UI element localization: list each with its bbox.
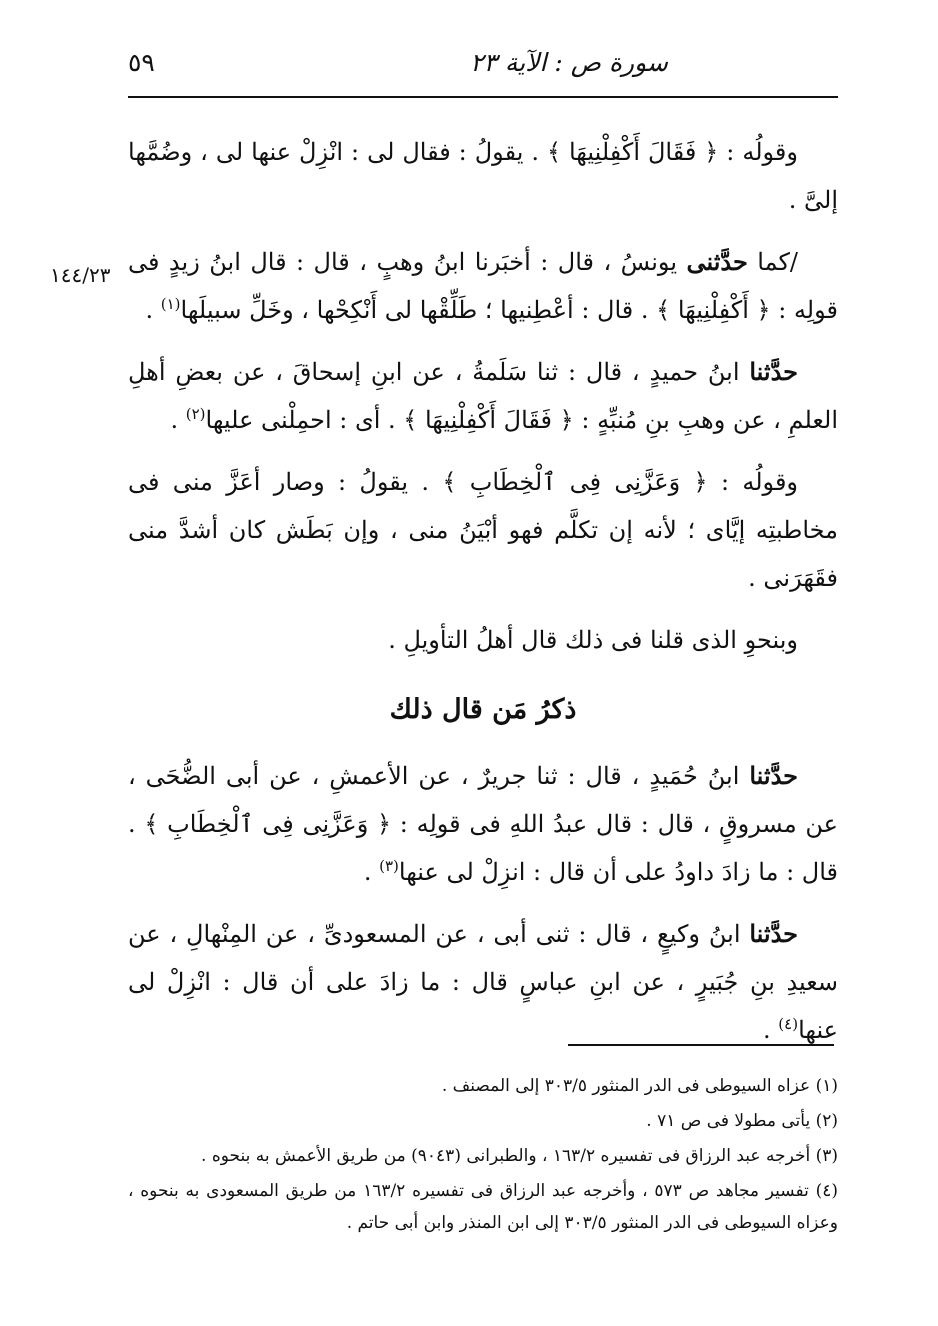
text-segment: وبنحوِ الذى قلنا فى ذلك قال أهلُ التأويلِ . bbox=[388, 626, 798, 654]
footnote-ref[interactable]: (٤) bbox=[778, 1015, 799, 1033]
footnotes bbox=[128, 1070, 838, 1242]
quran-verse: ﴿ وَعَزَّنِى فِى ٱلْخِطَابِ ﴾ bbox=[144, 810, 392, 838]
footnote-4: (٤) تفسير مجاهد ص ٥٧٣ ، وأخرجه عبد الرزاق فى تفسيره ١٦٣/٢ من طريق المسعودى به بنحوه ، وعزاه السيوطى فى الدر المنثور ٣٠٣/٥ إلى ابن المنذر وابن أبى حاتم . bbox=[128, 1181, 838, 1233]
footnote-ref[interactable]: (٢) bbox=[185, 405, 206, 423]
page-number: ٥٩ bbox=[128, 48, 155, 77]
footnote-ref[interactable]: (٣) bbox=[379, 857, 399, 875]
text-segment: . bbox=[170, 406, 186, 434]
narration-keyword: حدَّثنا bbox=[749, 357, 798, 386]
paragraph-5 bbox=[128, 616, 838, 664]
text-segment: . يقولُ : وصار أعَزَّ منى فى مخاطبتِه إيَّاى ؛ لأنه إن تكلَّم فهو أبْيَنُ منى ، وإن بَطَش كان أشدَّ منى فقَهَرَنى . bbox=[128, 468, 838, 592]
text-segment: . bbox=[363, 858, 380, 886]
text-segment: ابنُ حُمَيدٍ ، قال : ثنا جريرٌ ، عن الأعمشِ ، عن أبى الضُّحَى ، عن مسروقٍ ، قال : قال عبدُ اللهِ فى قولِه : bbox=[128, 762, 838, 838]
main-text bbox=[128, 128, 838, 1068]
text-segment: يونسُ ، قال : أخبَرنا ابنُ وهبٍ ، قال : قال ابنُ زيدٍ فى قولِه : bbox=[128, 248, 838, 324]
text-segment: . bbox=[763, 1016, 779, 1044]
text-segment: . قال : أعْطِنيها ؛ طَلِّقْها لى أَنْكِحْها ، وخَلِّ سبيلَها bbox=[180, 296, 657, 324]
quran-verse: ﴿ فَقَالَ أَكْفِلْنِيهَا ﴾ bbox=[403, 406, 574, 434]
text-segment: . أى : احمِلْنى عليها bbox=[205, 406, 404, 434]
footnote-2: (٢) يأتى مطولا فى ص ٧١ . bbox=[646, 1111, 838, 1131]
quran-verse: ﴿ فَقَالَ أَكْفِلْنِيهَا ﴾ bbox=[546, 138, 719, 166]
footnote-1: (١) عزاه السيوطى فى الدر المنثور ٣٠٣/٥ إلى المصنف . bbox=[441, 1076, 838, 1096]
text-segment: وقولُه : bbox=[718, 138, 798, 166]
text-segment: . bbox=[145, 296, 161, 324]
quran-verse: ﴿ وَعَزَّنِى فِى ٱلْخِطَابِ ﴾ bbox=[442, 468, 708, 496]
paragraph-3 bbox=[128, 348, 838, 444]
text-segment: ابنُ حميدٍ ، قال : ثنا سَلَمةُ ، عن ابنِ إسحاقَ ، عن بعضِ أهلِ العلمِ ، عن وهبِ بنِ مُنبِّهٍ : bbox=[128, 358, 838, 434]
text-segment: . قال : ما زادَ داودُ على أن قال : انزِلْ لى عنها bbox=[128, 810, 838, 886]
paragraph-6 bbox=[128, 752, 838, 896]
narration-keyword: حدَّثنى bbox=[686, 247, 748, 276]
text-segment: /كما bbox=[747, 248, 799, 276]
text-segment: وقولُه : bbox=[707, 468, 798, 496]
footnote-ref[interactable]: (١) bbox=[160, 295, 181, 313]
quran-verse: ﴿ أَكْفِلْنِيهَا ﴾ bbox=[656, 296, 771, 324]
running-header bbox=[128, 40, 838, 98]
text-segment: ابنُ وكيعٍ ، قال : ثنى أبى ، عن المسعودىِّ ، عن المِنْهالِ ، عن سعيدِ بنِ جُبَيرٍ ، عن ابنِ عباسٍ قال : ما زادَ على أن قال : انْزِلْ لى عنها bbox=[128, 920, 838, 1044]
text-segment: . يقولُ : فقال لى : انْزِلْ عنها لى ، وضُمَّها إلىَّ . bbox=[128, 138, 838, 214]
paragraph-2 bbox=[128, 238, 838, 334]
header-title: سورة ص : الآية ٢٣ bbox=[470, 48, 668, 77]
narration-keyword: حدَّثنا bbox=[749, 761, 798, 790]
paragraph-7 bbox=[128, 910, 838, 1054]
footnote-divider bbox=[568, 1044, 834, 1046]
narration-keyword: حدَّثنا bbox=[749, 919, 798, 948]
paragraph-1 bbox=[128, 128, 838, 224]
footnote-3: (٣) أخرجه عبد الرزاق فى تفسيره ١٦٣/٢ ، والطبرانى (٩٠٤٣) من طريق الأعمش به بنحوه . bbox=[201, 1146, 838, 1166]
margin-reference: ١٤٤/٢٣ bbox=[50, 263, 111, 287]
paragraph-4 bbox=[128, 458, 838, 602]
section-heading: ذكرُ مَن قال ذلك bbox=[389, 694, 577, 725]
